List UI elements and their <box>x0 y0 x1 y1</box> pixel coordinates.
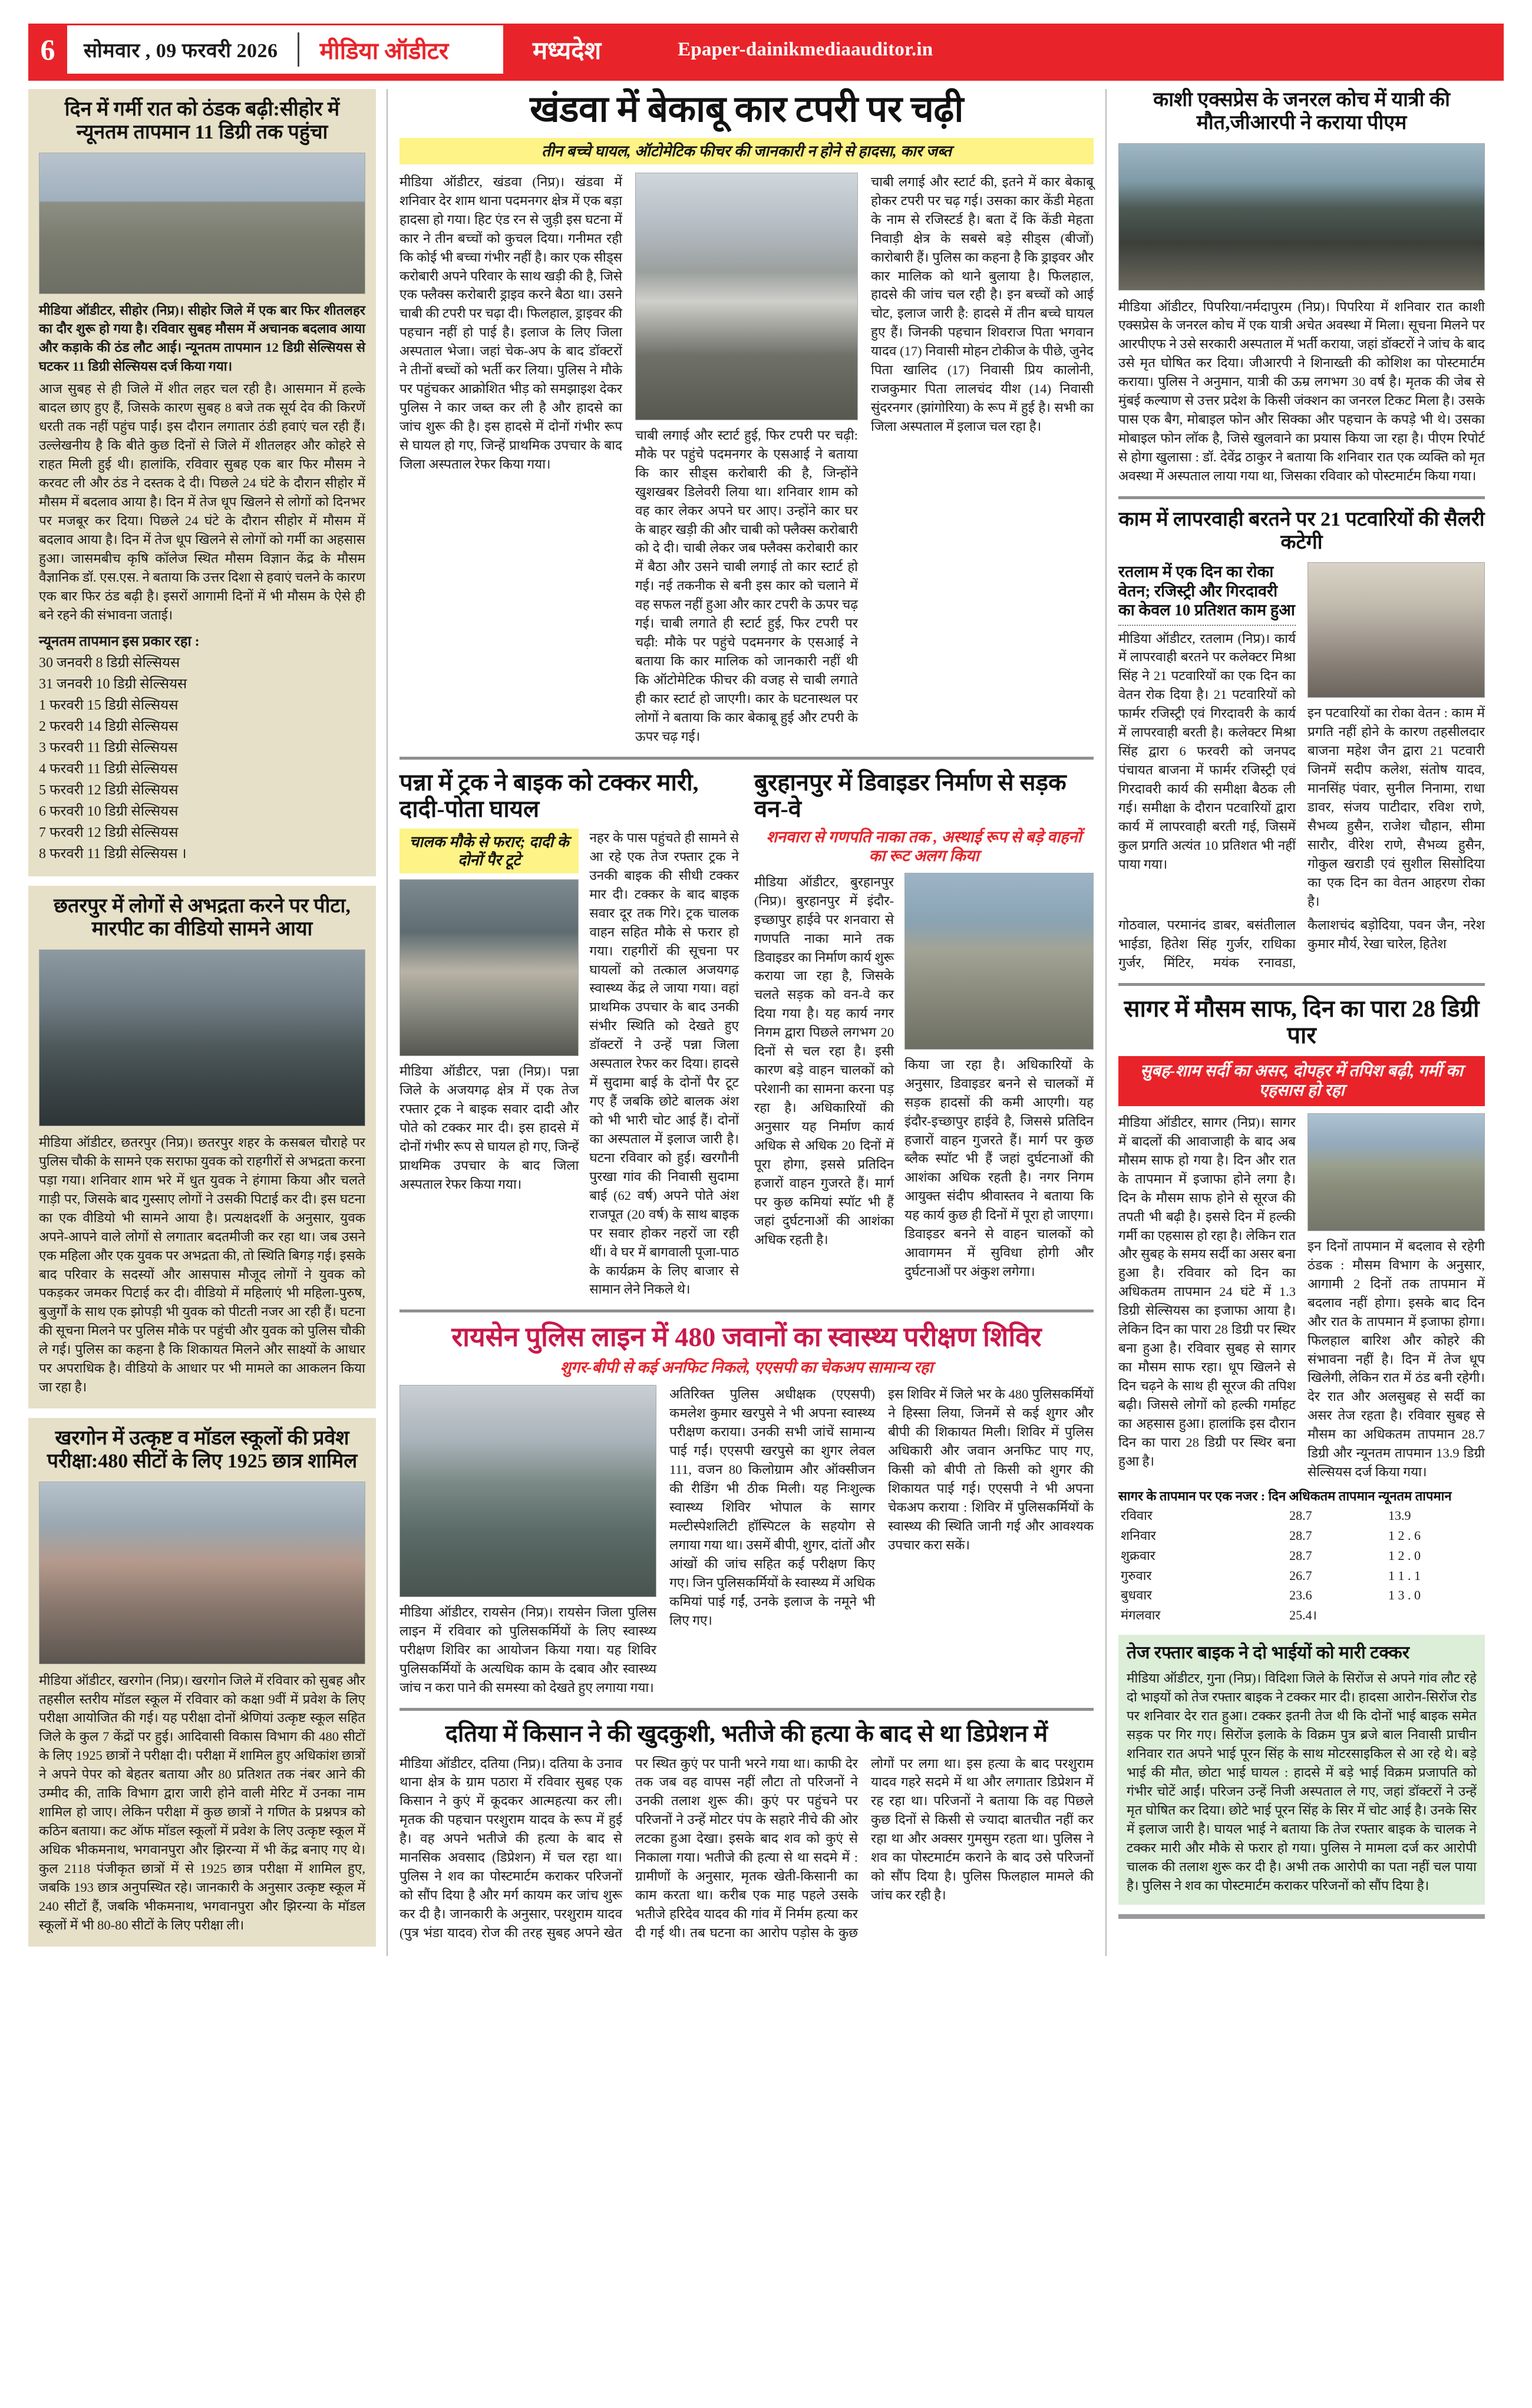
kashi-headline: काशी एक्सप्रेस के जनरल कोच में यात्री की मौत,जीआरपी ने कराया पीएम <box>1153 89 1450 134</box>
raisen-body-left: मीडिया ऑडीटर, रायसेन (निप्र)। रायसेन जिला पुलिस लाइन में रविवार को पुलिसकर्मियों के लिए स्वास्थ्य परीक्षण शिविर का आयोजन किया गया। यह शिविर पुलिसकर्मियों के अत्यधिक काम के दबाव और स्वास्थ्य जांच न करा पाने की समस्या को देखते हुए लगाया गया। <box>399 1605 657 1695</box>
weather-max: 23.6 <box>1289 1588 1312 1603</box>
middle-column <box>388 89 1107 1956</box>
story-burhanpur <box>754 769 1094 1299</box>
temp-row: 7 फरवरी 12 डिग्री सेल्सियस <box>39 825 179 841</box>
datia-body: मीडिया ऑडीटर, दतिया (निप्र)। दतिया के उनाव थाना क्षेत्र के ग्राम पठारा में रविवार सुबह एक किसान ने कुएं में कूदकर आत्महत्या कर ली। मृतक की पहचान परशुराम यादव के रूप में हुई है। वह अपने भतीजे की हत्या के बाद से मानसिक अवसाद (डिप्रेशन) में चल रहा था। पुलिस ने शव का पोस्टमार्टम कराकर परिजनों को सौंप दिया है और मर्ग कायम कर जांच शुरू कर दी है। जानकारी के अनुसार, परशुराम यादव (पुत्र भंडा यादव) रोज की तरह सुबह अपने खेत पर स्थित कुएं पर पानी भरने गया था। काफी देर तक जब वह वापस नहीं लौटा तो परिजनों ने उनकी तलाश शुरू की। कुएं पर पहुंचने पर परिजनों ने उन्हें मोटर पंप के सहारे नीचे की ओर लटका हुआ देखा। इसके बाद शव को कुएं से निकाला गया। भतीजे की हत्या से था सदमे में : ग्रामीणों के अनुसार, मृतक खेती-किसानी का काम करता था। करीब एक माह पहले उसके भतीजे हरिदेव यादव की गांव में निर्मम हत्या कर दी गई थी। तब घटना का आरोप पड़ोस के कुछ लोगों पर लगा था। इस हत्या के बाद परशुराम यादव गहरे सदमे में था और लगातार डिप्रेशन में रह रहा था। परिजनों ने बताया कि वह पिछले कुछ दिनों से किसी से ज्यादा बातचीत नहीं कर रहा था और अक्सर गुमसुम रहता था। पुलिस ने शव का पोस्टमार्टम कराने के बाद उसे परिजनों को सौंप दिया है। पुलिस फिलहाल मामले की जांच कर रही है। <box>399 1756 1094 1940</box>
weather-row <box>1118 1546 1485 1566</box>
masthead-divider <box>298 32 299 67</box>
sagar-kicker: सुबह-शाम सर्दी का असर, दोपहर में तपिश बढ़ी, गर्मी का एहसास हो रहा <box>1118 1056 1485 1106</box>
khandwa-photo <box>635 173 858 420</box>
weather-min <box>1386 1605 1485 1625</box>
ratlam-subhead: रतलाम में एक दिन का रोका वेतन; रजिस्ट्री और गिरदावरी का केवल 10 प्रतिशत काम हुआ <box>1118 563 1295 619</box>
weather-table-title: सागर के तापमान पर एक नजर : दिन अधिकतम तापमान न्यूनतम तापमान <box>1118 1489 1452 1504</box>
sagar-left-block <box>1118 1113 1296 1482</box>
weather-max: 28.7 <box>1289 1548 1312 1563</box>
sagar-right-block <box>1308 1113 1485 1482</box>
temp-row: 1 फरवरी 15 डिग्री सेल्सियस <box>39 698 179 714</box>
weather-min: 1 3 . 0 <box>1388 1588 1421 1603</box>
khandwa-kicker: तीन बच्चे घायल, ऑटोमेटिक फीचर की जानकारी न होने से हादसा, कार जब्त <box>399 138 1094 164</box>
sehore-temperature-list <box>39 631 365 865</box>
patwari-headline: काम में लापरवाही बरतने पर 21 पटवारियों की सैलरी कटेगी <box>1118 508 1485 553</box>
burhanpur-body-left: मीडिया ऑडीटर, बुरहानपुर (निप्र)। बुरहानपुर में इंदौर-इच्छापुर हाईवे पर शनवारा से गणपति नाका माने तक डिवाइडर का निर्माण कार्य शुरू कराया जा रहा है, जिसके चलते सड़क को वन-वे कर दिया गया है। यह कार्य नगर निगम द्वारा पिछले लगभग 20 दिनों से चल रहा है। इसी कारण बड़े वाहन चालकों को परेशानी का सामना करना पड़ रहा है। अधिकारियों की अनुसार यह निर्माण कार्य अधिक से अधिक 20 दिनों में पूरा होगा, इससे प्रतिदिन हजारों वाहन गुजरते हैं। मार्ग पर कुछ कमियां स्पॉट भी हैं जहां दुर्घटनाओं की आशंका अधिक रहती है। <box>754 874 894 1247</box>
burhanpur-right-block <box>904 873 1094 1281</box>
story-khargone <box>28 1418 376 1947</box>
chhatarpur-photo <box>39 949 365 1126</box>
masthead-right-block <box>503 24 1504 75</box>
khandwa-body-col3: चाबी लगाई और स्टार्ट की, इतने में कार बेकाबू होकर टपरी पर चढ़ गई। उसका कार केंडी मेहता के नाम से रजिस्टर्ड है। बता दें कि केंडी मेहता निवाड़ी क्षेत्र के सबसे बड़े सीड्स (बीजों) कारोबारी हैं। पुलिस का कहना है कि ड्राइवर और कार मालिक को थाने बुलाया है। फिलहाल, हादसे की जांच चल रही है। इन बच्चों को आई चोट, इलाज जारी है: हादसे में तीन बच्चे घायल हुए हैं। जिनकी पहचान शिवराज पिता भगवान यादव (17) निवासी मोहन टोकीज के पीछे, जुनेद पिता खालिद (17) निवासी प्रिय कालोनी, राजकुमार पिता लालचंद यीश (14) निवासी सुंदरनगर (झांगोरिया) के रूप में हुई है। सभी का जिला अस्पताल में इलाज चल रहा है। <box>871 174 1094 434</box>
story-sagar-weather <box>1118 995 1485 1626</box>
weather-row <box>1118 1605 1485 1625</box>
temp-row: 8 फरवरी 11 डिग्री सेल्सियस । <box>39 846 187 862</box>
weather-day: शुक्रवार <box>1121 1548 1155 1563</box>
temp-row: 2 फरवरी 14 डिग्री सेल्सियस <box>39 719 179 735</box>
guna-body: मीडिया ऑडीटर, गुना (निप्र)। विदिशा जिले के सिरोंज से अपने गांव लौट रहे दो भाइयों को तेज रफ्तार बाइक ने टक्कर मार दी। हादसा आरोन-सिरोंज रोड पर शनिवार देर रात हुआ। टक्कर इतनी तेज थी कि दोनों भाई बाइक समेत सड़क पर गिर गए। सिरोंज इलाके के विक्रम पुत्र ब्रजे बाल निवासी प्राचीन शनिवार रात अपने भाई पूरन सिंह के साथ मोटरसाइकिल से आ रहे थे। बड़े भाई की मौत, छोटा भाई घायल : हादसे में बड़े भाई विक्रम प्रजापति को गंभीर चोटें आईं। परिजन उन्हें निजी अस्पताल ले गए, जहां डॉक्टरों ने उन्हें मृत घोषित कर दिया। छोटे भाई पूरन सिंह के सिर में चोट आई है। उनके सिर में इलाज जारी है। घायल भाई ने बताया कि तेज रफ्तार बाइक के चालक ने टक्कर मारी और मौके से फरार हो गया। पुलिस ने मामला दर्ज कर आरोपी चालक की तलाश शुरू कर दी है। अभी तक आरोपी का पता नहीं चल पाया है। पुलिस ने शव का पोस्टमार्टम कराकर परिजनों को सौंप दिया है। <box>1127 1671 1477 1893</box>
temp-row: 31 जनवरी 10 डिग्री सेल्सियस <box>39 677 187 692</box>
weather-row <box>1118 1566 1485 1586</box>
weather-max: 28.7 <box>1289 1508 1312 1523</box>
masthead <box>28 24 1504 75</box>
khandwa-body-col1: मीडिया ऑडीटर, खंडवा (निप्र)। खंडवा में शनिवार देर शाम थाना पदमनगर क्षेत्र में एक बड़ा हादसा हो गया। हिट एंड रन से जुड़ी इस घटना में कार ने तीन बच्चों को कुचल दिया। गनीमत रही कि कोई भी बच्चा गंभीर नहीं है। कार एक सीड्स करोबारी अपने परिवार के साथ खड़ी की है, जिसे एक फ्लैक्स करोबारी ड्राइव करने बैठा था। उसने चाबी की टपरी पर चढ़ा दी। फिलहाल, ड्राइवर की पहचान नहीं हो पाई है। इलाज के लिए जिला अस्पताल भेजा। जहां चेक-अप के बाद डॉक्टरों ने तीनों बच्चों को भर्ती कर लिया। पुलिस ने मौके पर पहुंचकर आक्रोशित भीड़ को समझाइश देकर पुलिस ने कार जब्त कर ली है और हादसे का जांच शुरू की है। इस हादसे में दोनों गंभीर रूप से घायल हो गए, जिन्हें प्राथमिक उपचार के बाद जिला अस्पताल रेफर किया गया। <box>399 174 622 471</box>
mid-divider-1 <box>399 757 1094 760</box>
weather-day: मंगलवार <box>1121 1608 1161 1623</box>
weather-min: 1 2 . 0 <box>1388 1548 1421 1563</box>
sagar-body-left: मीडिया ऑडीटर, सागर (निप्र)। सागर में बादलों की आवाजाही के बाद अब मौसम साफ हो गया है। दिन और रात के तापमान में इजाफा होने लगा है। दिन के मौसम साफ होने से सूरज की तपती भी बढ़ी है। इससे दिन में हल्की गर्मी का एहसास हो रहा है। लेकिन रात और सुबह के समय सर्दी का असर बना हुआ है। रविवार को दिन का अधिकतम तापमान 24 घंटे में 1.3 डिग्री सेल्सियस का इजाफा आया है। लेकिन दिन का पारा 28 डिग्री पर स्थिर बना हुआ है। रविवार सुबह से सागर का मौसम साफ रहा। धूप खिलने से दिन चढ़ने के साथ ही सूरज की तपिश बढ़ी। जिससे लोगों को हल्की गर्माहट का अहसास हुआ। हालांकि इस दौरान दिन का पारा 28 डिग्री पर स्थिर बना हुआ है। <box>1118 1114 1296 1469</box>
burhanpur-body-right: किया जा रहा है। अधिकारियों के अनुसार, डिवाइडर बनने से चालकों में सड़क हादसों की कमी आएगी। यह इंदौर-इच्छापुर हाईवे है, जिससे प्रतिदिन हजारों वाहन गुजरते हैं। मार्ग पर कुछ ब्लैक स्पॉट भी हैं जहां दुर्घटनाओं की आशंका अधिक रहती है। नगर निगम आयुक्त संदीप श्रीवास्तव ने बताया कि यह कार्य कुछ ही दिनों में पूरा हो जाएगा। डिवाइडर बनने से वाहन चालकों को आवागमन में सुविधा होगी और दुर्घटनाओं पर अंकुश लगेगा। <box>904 1057 1094 1279</box>
edition-name: मध्यदेश <box>533 37 602 65</box>
khandwa-headline: खंडवा में बेकाबू कार टपरी पर चढ़ी <box>530 90 963 130</box>
panna-headline: पन्ना में ट्रक ने बाइक को टक्कर मारी, दादी-पोता घायल <box>399 768 699 823</box>
sagar-body-right: इन दिनों तापमान में बदलाव से रहेगी ठंडक : मौसम विभाग के अनुसार, आगामी 2 दिनों तक तापमान में बदलाव नहीं होगा। इसके बाद दिन और रात के तापमान में इजाफा होगा। फिलहाल बारिश और कोहरे की संभावना नहीं है। दिन में तेज धूप खिलेगी, लेकिन रात में ठंड बनी रहेगी। देर रात और अलसुबह से सर्दी का असर तेज रहता है। रविवार सुबह से मौसम का अधिकतम तापमान 28.7 डिग्री और न्यूनतम तापमान 13.9 डिग्री सेल्सियस दर्ज किया गया। <box>1308 1238 1485 1480</box>
khargone-body: मीडिया ऑडीटर, खरगोन (निप्र)। खरगोन जिले में रविवार को सुबह और तहसील स्तरीय मॉडल स्कूल में रविवार को कक्षा 9वीं में प्रवेश के लिए परीक्षा आयोजित की गई। यह परीक्षा दोनों श्रेणियां उत्कृष्ट स्कूल सहित जिले के कुल 7 केंद्रों पर हुई। आदिवासी विकास विभाग की 480 सीटों के लिए 1925 छात्रों ने परीक्षा दी। परीक्षा में शामिल हुए अधिकांश छात्रों ने अपने पेपर को बेहतर बताया और 80 प्रतिशत तक नंबर आने की उम्मीद की, ताकि विभाग द्वारा जारी होने वाली मेरिट में उनका नाम शामिल हो जाए। लेकिन परीक्षा में कुछ छात्रों ने गणित के प्रश्नपत्र को कठिन बताया। कट ऑफ मॉडल स्कूलों में प्रवेश के लिए उत्कृष्ट स्कूल में अधिक भीकमनाथ, भगवानपुरा और झिरन्या में भी केंद्र बनाए गए थे। कुल 2118 पंजीकृत छात्रों में से 1925 छात्र परीक्षा में शामिल हुए, जबकि 193 छात्र अनुपस्थित रहे। जानकारी के अनुसार उत्कृष्ट स्कूल में 240 सीटों हैं, जबकि भीकमनाथ, भगवानपुरा और झिरन्या के मॉडल स्कूलों में भी 80-80 सीटों के लिए परीक्षा ली। <box>39 1673 365 1932</box>
masthead-underline <box>28 75 1504 81</box>
raisen-body-mid: अतिरिक्त पुलिस अधीक्षक (एएसपी) कमलेश कुमार खरपुसे ने भी अपना स्वास्थ्य परीक्षण कराया। उनकी सभी जांचें सामान्य पाई गईं। एएसपी खरपुसे का शुगर लेवल 111, वजन 80 किलोग्राम और ऑक्सीजन की रीडिंग भी ठीक मिली। यह निःशुल्क स्वास्थ्य शिविर भोपाल के सागर मल्टीस्पेशलिटी हॉस्पिटल के सहयोग से लगाया गया था। उसमें बीपी, शुगर, दांतों और आंखों की जांच सहित कई परीक्षण किए गए। जिन पुलिसकर्मियों के स्वास्थ्य में अधिक कमियां पाई गईं, उनके इलाज के नमूने भी लिए गए। <box>669 1387 876 1628</box>
weather-max: 28.7 <box>1289 1528 1312 1543</box>
sagar-weather-table-block <box>1118 1487 1485 1625</box>
page-number-badge: 6 <box>28 24 67 75</box>
weather-row <box>1118 1526 1485 1546</box>
burhanpur-photo <box>904 873 1094 1050</box>
khandwa-body-col2: चाबी लगाई और स्टार्ट हुई, फिर टपरी पर चढ़ी: मौके पर पहुंचे पदमनगर के एसआई ने बताया कि कार सीड्स करोबारी की है, जिन्होंने खुशखबर डिलेवरी लिया था। शनिवार शाम को वह कार लेकर अपने घर आए। उन्होंने कार घर के बाहर खड़ी की और चाबी को फ्लैक्स करोबारी को दे दी। चाबी लेकर जब फ्लैक्स करोबारी कार में बैठा और उसने चाबी लगाई तो कार स्टार्ट हो गई। नई तकनीक से बनी इस कार को चलाने में वह सफल नहीं हुआ और कार टपरी के ऊपर चढ़ गई। चाबी लगाते ही स्टार्ट हुई, फिर टपरी पर चढ़ी: मौके पर पहुंचे पदमनगर के एसआई ने बताया कि कार मालिक को जानकारी नहीं थी कि ऑटोमेटिक फीचर की वजह से चाबी लगाते ही कार स्टार्ट हो जाएगी। कार के घटनास्थल पर लोगों ने बताया कि कार बेकाबू हुई और टपरी के ऊपर चढ़ गई। <box>635 427 858 744</box>
patwari-right-block <box>1308 562 1485 911</box>
burhanpur-headline: बुरहानपुर में डिवाइडर निर्माण से सड़क वन-वे <box>754 768 1067 823</box>
raisen-left-block <box>399 1385 656 1697</box>
story-patwari-ratlam <box>1118 509 1485 972</box>
weather-day: शनिवार <box>1121 1528 1156 1543</box>
right-divider-1 <box>1118 496 1485 499</box>
weather-max: 25.4। <box>1289 1608 1317 1623</box>
weather-row <box>1118 1585 1485 1605</box>
weather-row <box>1118 1506 1485 1526</box>
weather-min: 1 1 . 1 <box>1388 1568 1421 1583</box>
chhatarpur-headline: छतरपुर में लोगों से अभद्रता करने पर पीटा, मारपीट का वीडियो सामने आया <box>54 895 351 941</box>
temp-row: 3 फरवरी 11 डिग्री सेल्सियस <box>39 740 178 756</box>
weather-day: गुरुवार <box>1121 1568 1152 1583</box>
weather-day: रविवार <box>1121 1508 1153 1523</box>
story-khandwa-lead <box>399 89 1094 746</box>
raisen-body-right: इस शिविर में जिले भर के 480 पुलिसकर्मियों ने हिस्सा लिया, जिनमें से कई शुगर और बीपी की शिकायत मिली। शिविर में पुलिस अधिकारी और जवान अनफिट पाए गए, किसी को बीपी तो किसी को शुगर की शिकायत पाई गई। एएसपी ने भी अपना चेकअप कराया : शिविर में पुलिसकर्मियों के स्वास्थ्य की स्थिति जानी गई और आवश्यक उपचार करा सकें। <box>888 1387 1094 1552</box>
panna-caption: मीडिया ऑडीटर, पन्ना (निप्र)। पन्ना जिले के अजयगढ़ क्षेत्र में एक तेज रफ्तार ट्रक ने बाइक सवार दादी और पोते को टक्कर मार दी। इस हादसे में दोनों गंभीर रूप से घायल हो गए, जिन्हें प्राथमिक उपचार के बाद जिला अस्पताल रेफर किया गया। <box>399 1064 579 1192</box>
temp-row: 30 जनवरी 8 डिग्री सेल्सियस <box>39 655 180 671</box>
weather-min: 13.9 <box>1388 1508 1411 1523</box>
temp-row: 4 फरवरी 11 डिग्री सेल्सियस <box>39 761 178 777</box>
khargone-photo <box>39 1482 365 1664</box>
piparia-photo <box>1118 143 1485 291</box>
temp-list-title: न्यूनतम तापमान इस प्रकार रहा : <box>39 634 200 650</box>
story-guna <box>1118 1635 1485 1904</box>
raisen-headline: रायसेन पुलिस लाइन में 480 जवानों का स्वास्थ्य परीक्षण शिविर <box>451 1322 1042 1353</box>
right-divider-2 <box>1118 983 1485 986</box>
weather-min: 1 2 . 6 <box>1388 1528 1421 1543</box>
ratlam-dot-rule <box>1118 625 1296 626</box>
story-datia <box>399 1720 1094 1942</box>
weather-day: बुधवार <box>1121 1588 1153 1603</box>
brand-logo: मीडिया ऑडीटर <box>319 37 449 64</box>
datia-headline: दतिया में किसान ने की खुदकुशी, भतीजे की हत्या के बाद से था डिप्रेशन में <box>445 1720 1048 1747</box>
sagar-headline: सागर में मौसम साफ, दिन का पारा 28 डिग्री पार <box>1124 995 1480 1049</box>
patwari-left-block <box>1118 562 1296 911</box>
burhanpur-kicker: शनवारा से गणपति नाका तक , अस्थाई रूप से बड़े वाहनों का रूट अलग किया <box>766 827 1082 865</box>
ratlam-photo <box>1308 562 1485 698</box>
sehore-body: आज सुबह से ही जिले में शीत लहर चल रही है। आसमान में हल्के बादल छाए हुए हैं, जिसके कारण सुबह 8 बजे तक सूर्य देव की किरणें धरती तक नहीं पहुंच पाईं। इस दौरान लगातार ठंडी हवाएं चल रही हैं। उल्लेखनीय है कि बीते कुछ दिनों से जिले में शीतलहर और कोहरे से राहत मिली हुई थी। हालांकि, रविवार सुबह एक बार फिर मौसम ने करवट ली और ठंड ने दस्तक दे दी। पिछले 24 घंटे के दौरान सीहोर में मौसम में बदलाव आया है। दिन में तेज धूप खिलने से लोगों को दिनभर पर मजबूर कर दिया। पिछले 24 घंटे के दौरान सीहोर में मौसम में बदलाव आया है। दिन में तेज धूप खिलने से लोगों को गर्मी का अहसास हुआ। जासमबीच कृषि कॉलेज स्थित मौसम विज्ञान केंद्र के मौसम वैज्ञानिक डॉ. एस.एस. ने बताया कि उत्तर दिशा से हवाएं चलने के कारण एक बार फिर ठंड बढ़ी है। इसरों आगामी दिनों में भी मौसम के ऐसे ही बने रहने की संभावना जताई। <box>39 381 365 622</box>
sehore-headline: दिन में गर्मी रात को ठंडक बढ़ी:सीहोर में न्यूनतम तापमान 11 डिग्री तक पहुंचा <box>64 98 340 143</box>
publication-date: सोमवार , 09 फरवरी 2026 <box>84 40 278 62</box>
khandwa-photo-block <box>635 173 858 746</box>
epaper-website-link[interactable]: Epaper-dainikmediaauditor.in <box>678 38 933 60</box>
khargone-headline: खरगोन में उत्कृष्ट व मॉडल स्कूलों की प्रवेश परीक्षा:480 सीटों के लिए 1925 छात्र शामिल <box>47 1427 358 1472</box>
panna-kicker: चालक मौके से फरार; दादी के दोनों पैर टूटे <box>399 829 579 873</box>
temp-row: 5 फरवरी 12 डिग्री सेल्सियस <box>39 783 179 799</box>
right-column <box>1107 89 1485 1956</box>
temp-row: 6 फरवरी 10 डिग्री सेल्सियस <box>39 804 179 820</box>
panna-left-block <box>399 829 579 1299</box>
sehore-photo <box>39 153 365 294</box>
kashi-body: मीडिया ऑडीटर, पिपरिया/नर्मदापुरम (निप्र)। पिपरिया में शनिवार रात काशी एक्सप्रेस के जनरल कोच में एक यात्री अचेत अवस्था में मिला। सूचना मिलने पर आरपीएफ ने उसे सरकारी अस्पताल में भर्ती कराया, जहां डॉक्टरों ने जांच के बाद उसे मृत घोषित कर दिया। जीआरपी ने शिनाख्ती की कोशिश का पोस्टमार्टम कराया। पुलिस ने अनुमान, यात्री की ऊम्र लगभग 30 वर्ष है। मृतक की जेब से मुंबई कल्याण से उत्तर प्रदेश के किसी जंक्शन का जनरल टिकट मिला है। उसके पास एक बैग, मोबाइल फोन और सिक्का और पहचान के कपड़े भी थे। उसका मोबाइल फोन लॉक है, जिसे खुलवाने का प्रयास किया जा रहा है। पीएम रिपोर्ट से होगा खुलासा : डॉ. देवेंद्र ठाकुर ने बताया कि शनिवार रात एक व्यक्ति को मृत अवस्था में अस्पताल लाया गया था, जिसका रविवार को पोस्टमार्टम किया गया। <box>1118 299 1485 483</box>
story-raisen <box>399 1322 1094 1697</box>
weather-table <box>1118 1506 1485 1625</box>
patwari-body-left: मीडिया ऑडीटर, रतलाम (निप्र)। कार्य में लापरवाही बरतने पर कलेक्टर मिश्रा सिंह ने 21 पटवारियों का एक दिन का वेतन रोक दिया है। 21 पटवारियों को फार्मर रजिस्ट्री एवं गिरदावरी के कार्य में लापरवाही बरती है। कलेक्टर मिश्रा सिंह द्वारा 6 फरवरी को जनपद पंचायत बाजना में फार्मर रजिस्ट्री एवं गिरदावरी कार्य की समीक्षा बैठक ली गई। समीक्षा के दौरान पटवारियों द्वारा कार्य में लापरवाही बरती गई, जिसमें कुल प्रगति अत्यंत 10 प्रतिशत भी नहीं पाया गया। <box>1118 631 1296 872</box>
story-panna <box>399 769 739 1299</box>
left-column <box>28 89 388 1956</box>
page-grid <box>28 89 1504 1956</box>
patwari-names-note: गोठवाल, परमानंद डाबर, बसंतीलाल भाईडा, हितेश सिंह गुर्जर, राधिका गुर्जर, मिंटिर, मयंक रनावडा, कैलाशचंद बड़ोदिया, पवन जैन, नरेश कुमार मौर्य, रेखा चारेल, हितेश <box>1118 917 1485 970</box>
sagar-photo <box>1308 1113 1485 1231</box>
mid-divider-2 <box>399 1309 1094 1312</box>
patwari-body-right: इन पटवारियों का रोका वेतन : काम में प्रगति नहीं होने के कारण तहसीलदार बाजना महेश जैन द्वारा 21 पटवारी जिनमें सदीप कलेश, संतोष यादव, मानसिंह पंवार, सुनील निनामा, राधा डावर, संजय पाटीदार, रविश राणे, सैभव्य हुसैन, राजेश चौहान, सीमा सारौर, वीरेश राणे, सैभव्य हुसैन, गोकुल खराडी एवं सुशील सिसोदिया का एक दिन का वेतन आहरण रोका है। <box>1308 705 1485 909</box>
raisen-kicker: शुगर-बीपी से कई अनफिट निकले, एएसपी का चेकअप सामान्य रहा <box>560 1358 933 1376</box>
sehore-caption-text: मीडिया ऑडीटर, सीहोर (निप्र)। सीहोर जिले में एक बार फिर शीतलहर का दौर शुरू हो गया है। रविवार सुबह मौसम में अचानक बदलाव आया और कड़ाके की ठंड लौट आई। न्यूनतम तापमान 12 डिग्री सेल्सियस से घटकर 11 डिग्री सेल्सियस दर्ज किया गया। <box>39 302 365 374</box>
right-bottom-rule <box>1118 1914 1485 1919</box>
panna-photo <box>399 879 579 1056</box>
weather-max: 26.7 <box>1289 1568 1312 1583</box>
chhatarpur-body: मीडिया ऑडीटर, छतरपुर (निप्र)। छतरपुर शहर के कसबल चौराहे पर पुलिस चौकी के सामने एक सराफा युवक को राहगीरों से अभद्रता करना पड़ा गया। शनिवार शाम भरे में धुत युवक ने हंगामा किया और चलते गाड़ी पर, जिसके बाद गुस्साए लोगों ने उसकी पिटाई कर दी। इस घटना का एक वीडियो भी सामने आया है। प्रत्यक्षदर्शी के अनुसार, युवक अपने-आपने वाले लोगों से लगातार बदतमीजी कर रहा था। जब उसने एक महिला और एक युवक पर अभद्रता की, तो स्थिति बिगड़ गई। इसके बाद परिवार के सदस्यों और आसपास मौजूद लोगों ने युवक को पकड़कर जमकर पिटाई कर दी। वीडियो में महिलाएं भी महिला-पुरुष, बुजुर्गों के साथ एक झोपड़ी भी युवक को पीटती नजर आ रही हैं। घटना की सूचना मिलने पर पुलिस मौके पर पहुंची और युवक को पुलिस चौकी ले गई। पुलिस का कहना है कि शिकायत मिलने और साक्ष्यों के आधार पर अपराधिक है। वीडियो के आधार पर भी मामले का आकलन किया जा रहा है। <box>39 1134 365 1395</box>
mid-divider-3 <box>399 1708 1094 1711</box>
story-sehore-weather <box>28 89 376 876</box>
guna-headline: तेज रफ्तार बाइक ने दो भाईयों को मारी टक्कर <box>1127 1643 1410 1663</box>
story-kashi-express <box>1118 89 1485 486</box>
panna-body-right: नहर के पास पहुंचते ही सामने से आ रहे एक तेज रफ्तार ट्रक ने उनकी बाइक की सीधी टक्कर मार दी। टक्कर के बाद बाइक सवार दूर तक गिरे। ट्रक चालक वाहन सहित मौके से फरार हो गया। राहगीरों की सूचना पर घायलों को तत्काल अजयगढ़ स्वास्थ्य केंद्र ले जाया गया। वहां प्राथमिक उपचार के बाद उनकी संभीर स्थिति को देखते हुए डॉक्टरों ने उन्हें पन्ना जिला अस्पताल रेफर कर दिया। हादसे में सुदामा बाई के दोनों पैर टूट गए हैं जबकि छोटे बालक अंश को भी भारी चोट आई हैं। दोनों का अस्पताल में इलाज जारी है। घटना रविवार को हुई। खरगौनी पुरखा गांव की निवासी सुदामा बाई (62 वर्ष) अपने पोते अंश राजपूत (20 वर्ष) के साथ बाइक पर सवार होकर नहरों जा रही थीं। वे घर में बागवाली पूजा-पाठ के कार्यक्रम के लिए बाजार से सामान लेने निकले थे। <box>589 830 739 1297</box>
raisen-photo <box>399 1385 656 1597</box>
story-chhatarpur <box>28 886 376 1408</box>
masthead-date-block <box>67 24 503 75</box>
